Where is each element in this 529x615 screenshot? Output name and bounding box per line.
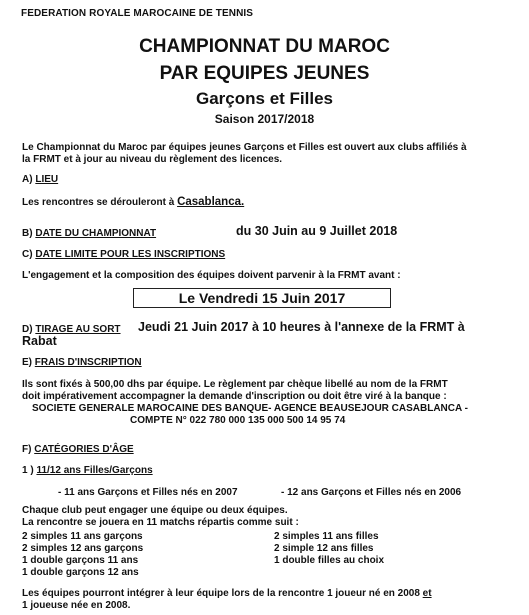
list-item: 2 simple 12 ans filles xyxy=(274,543,374,554)
club-text xyxy=(22,505,514,529)
federation-name: FEDERATION ROYALE MAROCAINE DE TENNIS xyxy=(21,8,254,19)
section-fees-heading: E) FRAIS D'INSCRIPTION xyxy=(22,357,142,368)
fees-line-2: doit impérativement accompagner la demande d'inscription ou doit être viré à la banque : xyxy=(22,391,447,402)
fees-account: COMPTE N° 022 780 000 135 000 500 14 95 74 xyxy=(130,415,346,426)
section-categories-heading: F) CATÉGORIES D'ÂGE xyxy=(22,444,134,455)
matches-line: La rencontre se jouera en 11 matchs répartis comme suit : xyxy=(22,517,299,528)
season-title: Saison 2017/2018 xyxy=(214,112,315,126)
lieu-label: LIEU xyxy=(35,174,59,185)
section-deadline-heading: C) DATE LIMITE POUR LES INSCRIPTIONS xyxy=(22,249,226,260)
list-item: 2 simples 11 ans filles xyxy=(274,531,379,542)
date-label: DATE DU CHAMPIONNAT xyxy=(35,228,157,239)
deadline-text: L'engagement et la composition des équipes doivent parvenir à la FRMT avant : xyxy=(22,270,401,281)
intro-line-1: Le Championnat du Maroc par équipes jeunes Garçons et Filles est ouvert aux clubs affiliés à xyxy=(22,142,467,153)
age-11: - 11 ans Garçons et Filles nés en 2007 xyxy=(58,487,238,498)
section-date-heading: B) DATE DU CHAMPIONNAT xyxy=(22,228,157,239)
main-title: CHAMPIONNAT DU MAROC xyxy=(139,36,390,57)
boys-matches-list xyxy=(22,531,143,579)
fees-label: FRAIS D'INSCRIPTION xyxy=(34,357,142,368)
note-line-2: 1 joueuse née en 2008. xyxy=(22,600,131,611)
note-line-1: Les équipes pourront intégrer à leur équipe lors de la rencontre 1 joueur né en 2008 et xyxy=(22,588,432,599)
fees-bank: SOCIETE GENERALE MAROCAINE DES BANQUE- AGENCE BEAUSEJOUR CASABLANCA - xyxy=(32,403,468,414)
intro-line-2: la FRMT et à jour au niveau du règlement des licences. xyxy=(22,154,283,165)
section-lieu-heading: A) LIEU xyxy=(22,174,59,185)
club-line: Chaque club peut engager une équipe ou deux équipes. xyxy=(22,505,288,516)
list-item: 2 simples 11 ans garçons xyxy=(22,531,143,542)
lieu-city: Casablanca. xyxy=(177,196,245,208)
list-item: 1 double filles au choix xyxy=(274,555,385,566)
gender-title: Garçons et Filles xyxy=(196,89,333,108)
category-sub-label: 11/12 ans Filles/Garçons xyxy=(36,465,153,476)
list-item: 2 simples 12 ans garçons xyxy=(22,543,144,554)
lieu-text: Les rencontres se dérouleront à Casablanca. xyxy=(22,196,245,208)
draw-details: Jeudi 21 Juin 2017 à 10 heures à l'annexe de la FRMT à xyxy=(138,320,465,334)
category-subheading: 1 ) 11/12 ans Filles/Garçons xyxy=(22,465,153,476)
subtitle: PAR EQUIPES JEUNES xyxy=(159,63,370,84)
championship-dates: du 30 Juin au 9 Juillet 2018 xyxy=(236,224,398,238)
categories-label: CATÉGORIES D'ÂGE xyxy=(34,444,134,455)
fees-line-1: Ils sont fixés à 500,00 dhs par équipe. Le règlement par chèque libellé au nom de la FRMT xyxy=(22,379,448,390)
list-item: 1 double garçons 12 ans xyxy=(22,567,139,578)
intro-paragraph xyxy=(22,142,514,166)
category-note xyxy=(22,588,514,612)
list-item: 1 double garçons 11 ans xyxy=(22,555,139,566)
age-12: - 12 ans Garçons et Filles nés en 2006 xyxy=(281,487,462,498)
section-draw-heading: D) TIRAGE AU SORT xyxy=(22,324,121,335)
draw-location: Rabat xyxy=(22,334,57,348)
fees-paragraph xyxy=(22,379,514,427)
draw-label: TIRAGE AU SORT xyxy=(35,324,121,335)
girls-matches-list xyxy=(274,531,384,567)
deadline-label: DATE LIMITE POUR LES INSCRIPTIONS xyxy=(35,249,226,260)
deadline-date-box: Le Vendredi 15 Juin 2017 xyxy=(133,288,391,308)
